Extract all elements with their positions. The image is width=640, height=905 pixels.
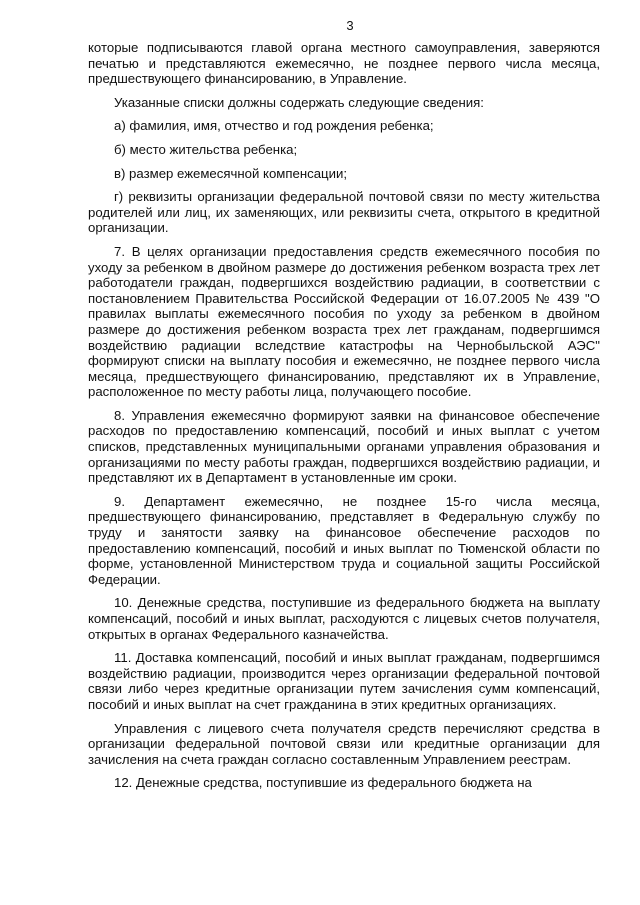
paragraph-item-b: б) место жительства ребенка; [114, 141, 298, 157]
paragraph-item-a: а) фамилия, имя, отчество и год рождения ребенка; [114, 118, 434, 134]
paragraph-lists-contents-intro: Указанные списки должны содержать следующие сведения: [114, 94, 484, 110]
paragraph-lists-certification: которые подписываются главой органа местного самоуправления, заверяются печатью и представляются ежемесячно, не позднее первого числа месяца, предшествующего финансированию, в Управление. [88, 40, 600, 87]
paragraph-section-9: 9. Департамент ежемесячно, не позднее 15-го числа месяца, предшествующего финансированию, представляет в Федеральную службу по труду и занятости заявку на финансовое обеспечение расходов по предоставлению компенсаций, пособий и иных выплат по Тюменской области по форме, установленной Министерством труда и социальной защиты Российской Федерации. [88, 493, 600, 587]
paragraph-section-11: 11. Доставка компенсаций, пособий и иных выплат гражданам, подвергшимся воздействию радиации, производится через организации федеральной почтовой связи либо через кредитные организации путем зачисления сумм компенсаций, пособий и иных выплат на счет гражданина в этих кредитных организациях. [88, 650, 600, 712]
paragraph-section-10: 10. Денежные средства, поступившие из федерального бюджета на выплату компенсаций, пособий и иных выплат, расходуются с лицевых счетов получателя, открытых в органах Федерального казначейства. [88, 595, 600, 642]
paragraph-section-11-transfer: Управления с лицевого счета получателя средств перечисляют средства в организации федеральной почтовой связи или кредитные организации для зачисления на счета граждан согласно составленным Управлением реестрам. [88, 720, 600, 767]
paragraph-section-8: 8. Управления ежемесячно формируют заявки на финансовое обеспечение расходов по предоставлению компенсаций, пособий и иных выплат с учетом списков, представленных муниципальными органами управления образования и организациями по месту работы граждан, подвергшихся воздействию радиации, и представляют их в Департамент в установленные им сроки. [88, 407, 600, 486]
paragraph-section-12: 12. Денежные средства, поступившие из федерального бюджета на [114, 775, 532, 791]
paragraph-section-7: 7. В целях организации предоставления средств ежемесячного пособия по уходу за ребенком в двойном размере до достижения ребенком возраста трех лет работодатели граждан, подвергшихся воздействию радиации, в соответствии с постановлением Правительства Российской Федерации от 16.07.2005 № 439 "О правилах выплаты ежемесячного пособия по уходу за ребенком в двойном размере до достижения ребенком возраста трех лет гражданам, подвергшимся воздействию радиации вследствие катастрофы на Чернобыльской АЭС" формируют списки на выплату пособия и ежемесячно, не позднее первого числа месяца, предшествующего финансированию, представляют их в Управление, расположенное по месту работы лица, получающего пособие. [88, 243, 600, 400]
page-number: 3 [346, 18, 354, 33]
paragraph-item-v: в) размер ежемесячной компенсации; [114, 165, 347, 181]
paragraph-item-g: г) реквизиты организации федеральной почтовой связи по месту жительства родителей или лиц, их заменяющих, или реквизиты счета, открытого в кредитной организации. [88, 189, 600, 236]
